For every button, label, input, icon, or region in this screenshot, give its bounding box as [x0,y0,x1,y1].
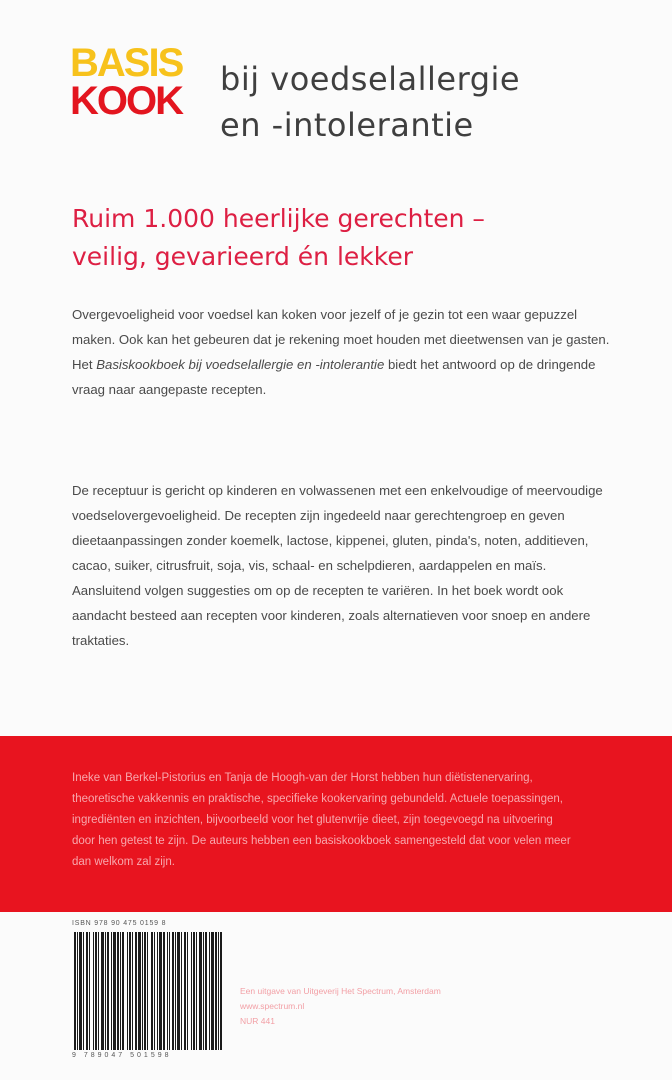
isbn-barcode [72,918,224,1064]
publisher-info [240,984,640,1029]
publisher-website: www.spectrum.nl [240,1001,305,1011]
intro-book-title: Basiskookboek bij voedselallergie en -intolerantie [96,357,385,372]
barcode-bars [72,932,224,1050]
logo-kook: KOOK [70,79,182,123]
tagline-line-1: Ruim 1.000 heerlijke gerechten – [72,204,485,233]
isbn-label: ISBN 978 90 475 0159 8 [72,920,167,927]
recipes-paragraph: De receptuur is gericht op kinderen en volwassenen met een enkelvoudige of meervoudige voedselovergevoeligheid. De recepten zijn ingedeeld naar gerechtengroep en geven dieetaanpassingen zonder koemelk, lactose, kippenei, gluten, pinda's, noten, additieven, cacao, suiker, citrusfruit, soja, vis, schaal- en schelpdieren, aardappelen en maïs. Aansluitend volgen suggesties om op de recepten te variëren. In het boek wordt ook aandacht besteed aan recepten voor kinderen, zoals alternatieven voor snoep en andere traktaties. [72,483,603,648]
logo-basis: BASIS [70,41,183,85]
authors-paragraph: Ineke van Berkel-Pistorius en Tanja de Hoogh-van der Horst hebben hun diëtistenervaring, theoretische vakkennis en praktische, specifieke kookervaring gebundeld. Actuele toepassingen, ingrediënten en inzichten, bijvoorbeeld voor het glutenvrije dieet, zijn toegevoegd na uitvoering door hen getest te zijn. De auteurs hebben een basiskookboek samengesteld dat voor velen meer dan welkom zal zijn. [72,772,571,868]
book-title [220,56,520,148]
publisher-nur: NUR 441 [240,1016,275,1026]
intro-text-2: biedt het antwoord op de dringende vraag naar aangepaste recepten. [72,357,596,397]
intro-paragraph [72,302,612,402]
title-line-2: en -intolerantie [220,106,474,144]
barcode-digits: 9 789047 501598 [72,1052,172,1059]
tagline-line-2: veilig, gevarieerd én lekker [72,242,414,271]
intro-text-1: Overgevoeligheid voor voedsel kan koken voor jezelf of je gezin tot een waar gepuzzel maken. Ook kan het gebeuren dat je rekening moet houden met dieetwensen van je gasten. Het [72,307,610,372]
basiskook-logo [70,41,183,123]
red-author-band [0,736,672,912]
tagline [72,200,485,276]
publisher-line: Een uitgave van Uitgeverij Het Spectrum, Amsterdam [240,986,441,996]
title-line-1: bij voedselallergie [220,60,521,98]
